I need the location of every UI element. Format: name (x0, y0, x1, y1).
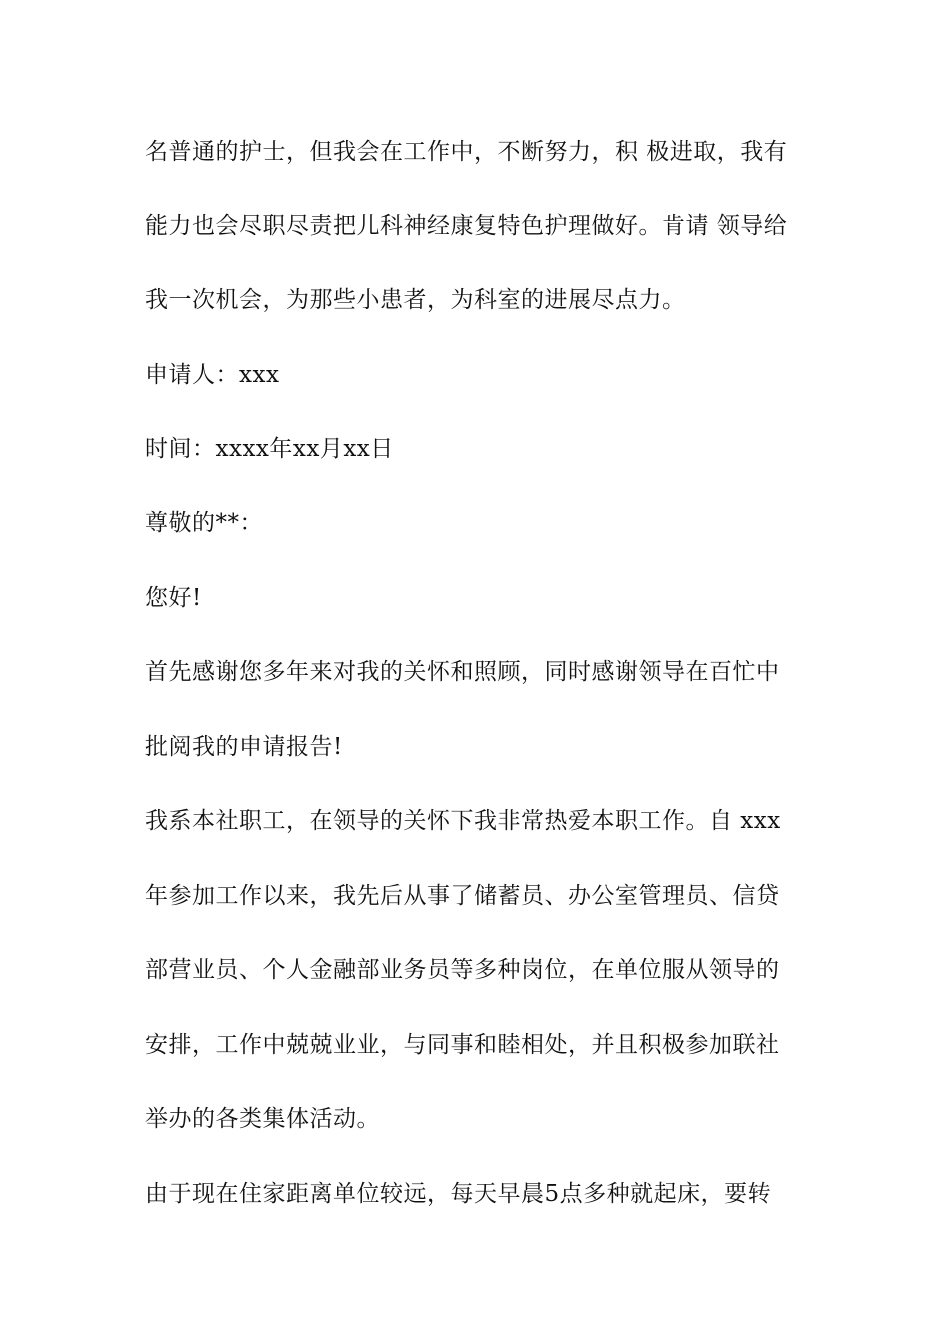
text-line: 我一次机会，为那些小患者，为科室的进展尽点力。 (145, 287, 686, 313)
text-line: 批阅我的申请报告! (145, 734, 343, 760)
text-line: 首先感谢您多年来对我的关怀和照顾，同时感谢领导在百忙中 (145, 659, 780, 685)
applicant-line: 申请人：xxx (145, 362, 280, 388)
greeting: 您好! (145, 585, 202, 611)
text-line: 我系本社职工，在领导的关怀下我非常热爱本职工作。自 xxx (145, 808, 781, 834)
text-line: 安排，工作中兢兢业业，与同事和睦相处，并且积极参加联社 (145, 1032, 780, 1058)
text-line: 由于现在住家距离单位较远，每天早晨5点多种就起床，要转 (145, 1181, 772, 1207)
text-line: 举办的各类集体活动。 (145, 1106, 380, 1132)
salutation: 尊敬的**： (145, 510, 263, 536)
text-line: 能力也会尽职尽责把儿科神经康复特色护理做好。肯请 领导给 (145, 213, 788, 239)
date-line: 时间：xxxx年xx月xx日 (145, 436, 394, 462)
text-line: 部营业员、个人金融部业务员等多种岗位，在单位服从领导的 (145, 957, 780, 983)
text-line: 年参加工作以来，我先后从事了储蓄员、办公室管理员、信贷 (145, 883, 780, 909)
text-line: 名普通的护士，但我会在工作中，不断努力，积 极进取，我有 (145, 139, 788, 165)
